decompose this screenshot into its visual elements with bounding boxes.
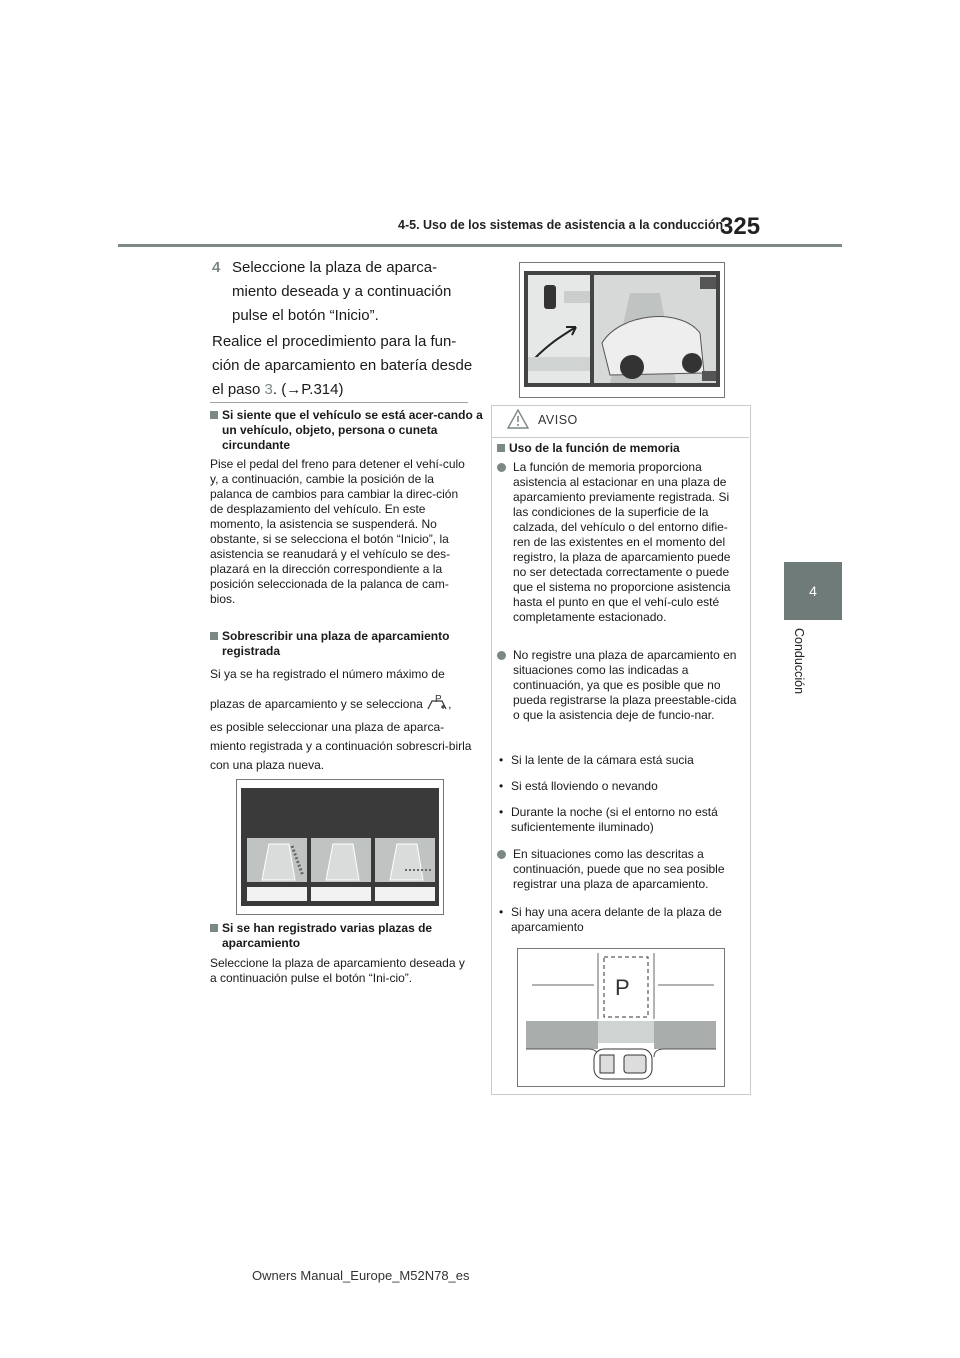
warning-heading: Uso de la función de memoria bbox=[497, 441, 749, 456]
overwrite-line-2-text: plazas de aparcamiento y se selecciona bbox=[210, 697, 423, 711]
page-number: 325 bbox=[720, 213, 761, 240]
warning-bullet-1: • Si la lente de la cámara está sucia bbox=[497, 753, 745, 768]
section-body-multiple: Seleccione la plaza de aparcamiento deseada y a continuación pulse el botón “Ini-cio”. bbox=[210, 956, 465, 985]
camera-screen-illustration bbox=[520, 263, 724, 397]
warning-title: AVISO bbox=[538, 413, 578, 427]
sidewalk-parking-illustration bbox=[518, 949, 724, 1086]
header-rule bbox=[118, 244, 842, 247]
sidewalk-parking-figure bbox=[517, 948, 725, 1087]
overwrite-line-2-end: , bbox=[448, 697, 452, 711]
section-heading-approach: Si siente que el vehículo se está acer-cando a un vehículo, objeto, persona o cuneta circundante bbox=[210, 408, 484, 453]
step-number: 4 bbox=[212, 259, 221, 276]
overwrite-line-2 bbox=[210, 693, 472, 712]
warning-point-2: No registre una plaza de aparcamiento en situaciones como las indicadas a continuación, ya que es posible que no pueda registrarse la plaza preestable-cida o que la asistencia deje de funcio-nar. bbox=[497, 648, 745, 723]
registered-slots-illustration bbox=[237, 780, 443, 914]
chapter-tab: 4 bbox=[784, 562, 842, 620]
parking-sign-label: P bbox=[615, 975, 630, 1000]
procedure-paragraph bbox=[212, 330, 474, 402]
warning-bullet-2: • Si está lloviendo o nevando bbox=[497, 779, 745, 794]
warning-point-1: La función de memoria proporciona asistencia al estacionar en una plaza de aparcamiento previamente registrada. Si las condiciones de la superficie de la calzada, del vehículo o del entorno difie-ren de las existentes en el momento del registro, la plaza de aparcamiento puede no ser detectada correctamente o puede que el sistema no proporcione asistencia hasta el punto en que el vehí-culo esté completamente estacionado. bbox=[497, 460, 745, 625]
svg-text:P: P bbox=[435, 694, 442, 705]
warning-header bbox=[491, 405, 749, 438]
chapter-label bbox=[790, 628, 806, 718]
warning-bullet-4: • Si hay una acera delante de la plaza de aparcamiento bbox=[497, 905, 745, 935]
overwrite-line-3: es posible seleccionar una plaza de aparca-miento registrada y a continuación sobrescri-birla con una plaza nueva. bbox=[210, 720, 472, 772]
section-heading-overwrite: Sobrescribir una plaza de aparcamiento registrada bbox=[210, 629, 484, 659]
step-reference: 3 bbox=[264, 381, 273, 398]
section-title: 4-5. Uso de los sistemas de asistencia a la conducción bbox=[398, 218, 724, 232]
warning-point-3: En situaciones como las descritas a continuación, puede que no sea posible registrar una plaza de aparcamiento. bbox=[497, 847, 745, 892]
registered-slots-figure bbox=[236, 779, 444, 915]
section-heading-multiple: Si se han registrado varias plazas de aparcamiento bbox=[210, 921, 484, 951]
procedure-text: Realice el procedimiento para la fun-ción de aparcamiento en batería desde el paso bbox=[212, 333, 473, 398]
divider bbox=[210, 402, 468, 403]
warning-triangle-icon bbox=[507, 409, 529, 429]
section-body-approach: Pise el pedal del freno para detener el vehí-culo y, a continuación, cambie la posición de la palanca de cambios para cambiar la direc-ción de desplazamiento del vehículo. En este momento, la asistencia se suspenderá. No obstante, si se selecciona el botón “Inicio”, la asistencia se reanudará y el vehículo se des-plazará en la dirección correspondiente a la posición seleccionada de la palanca de cam-bios. bbox=[210, 457, 465, 606]
step-text: Seleccione la plaza de aparca-miento deseada y a continuación pulse el botón “Inicio”. bbox=[232, 259, 452, 324]
overwrite-line-1: Si ya se ha registrado el número máximo de bbox=[210, 667, 445, 681]
warning-bullet-3: • Durante la noche (si el entorno no está suficientemente iluminado) bbox=[497, 805, 745, 835]
chapter-label-text: Conducción bbox=[792, 628, 806, 695]
footer-text: Owners Manual_Europe_M52N78_es bbox=[252, 1268, 470, 1283]
camera-screen-figure bbox=[519, 262, 725, 398]
parking-memory-icon bbox=[426, 693, 448, 711]
page-reference: . (→P.314) bbox=[272, 381, 344, 398]
